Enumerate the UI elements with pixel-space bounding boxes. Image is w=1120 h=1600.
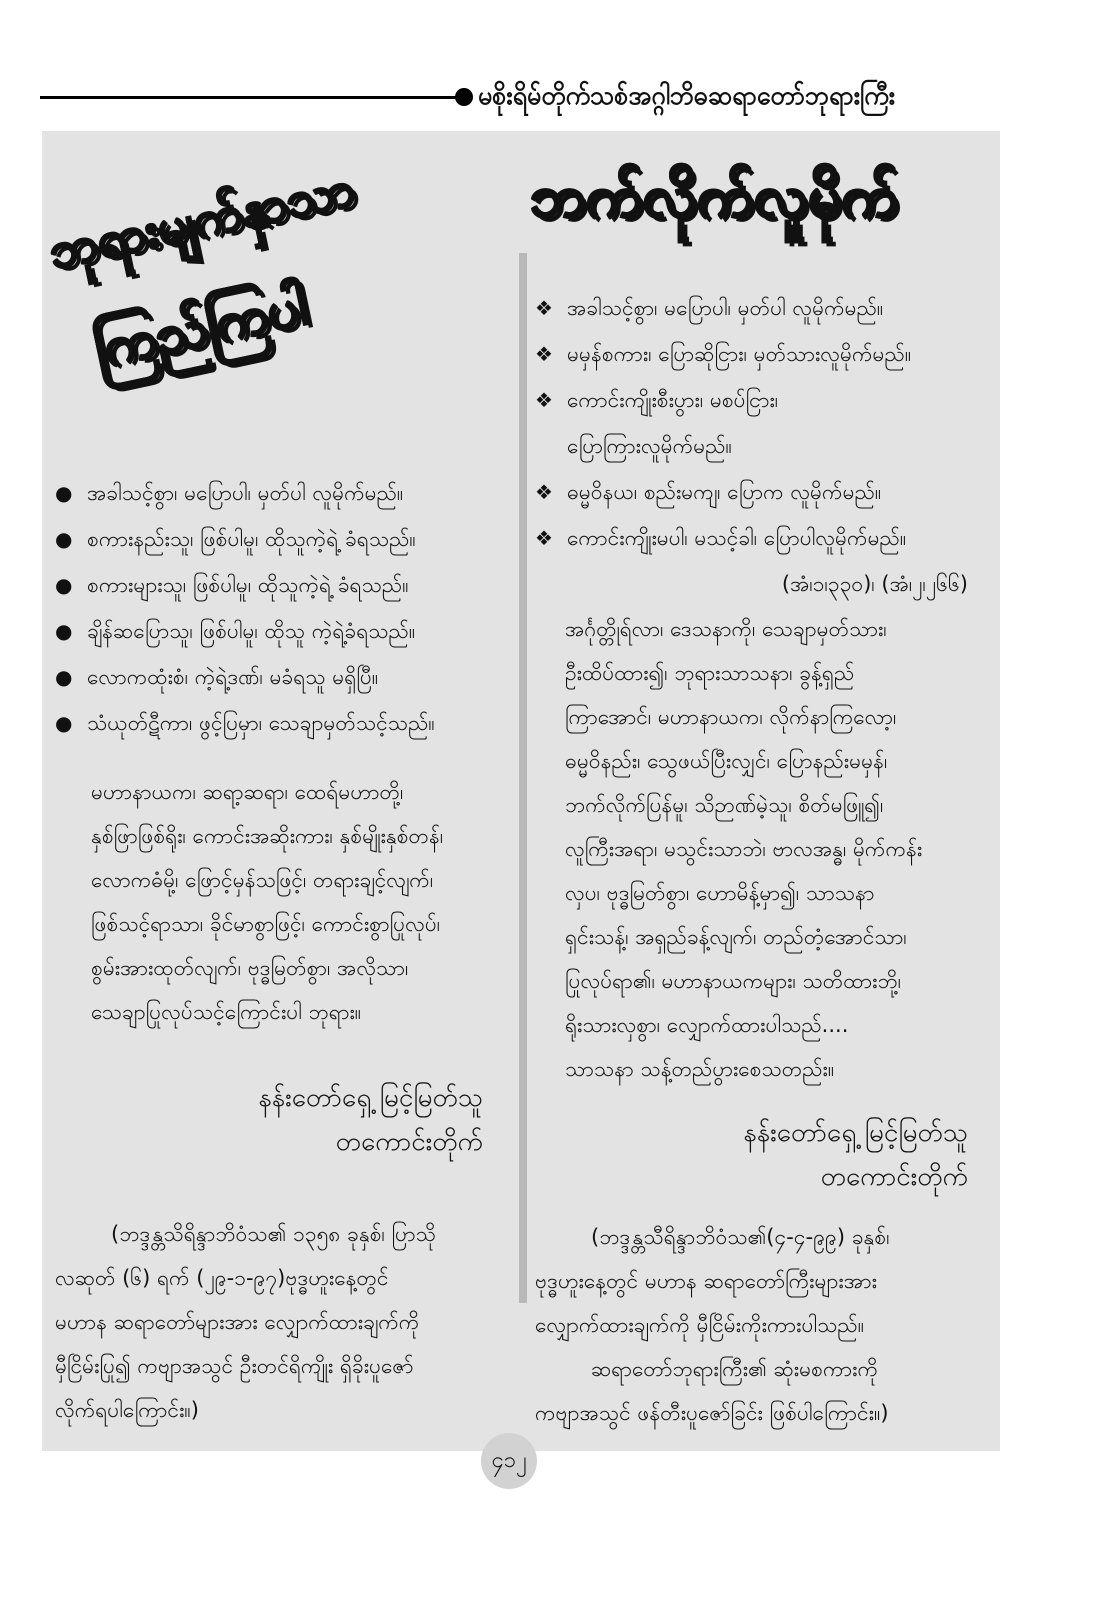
right-bullet-list [535,285,990,423]
paragraph-line: ပြုလုပ်ရာ၏၊ မဟာနာယကများ၊ သတိထားဘို့၊ [565,969,902,993]
right-footnote [535,1215,990,1435]
signature-line: နန်းတော်ရှေ့ မြင့်မြတ်သူ [743,1118,968,1148]
note-line: လိုက်ရပါကြောင်း။) [55,1398,199,1422]
signature-line: တကောင်းတိုက် [335,1127,483,1157]
running-header-title: မစိုးရိမ်တိုက်သစ်အဂ္ဂါဘိဓဆရာတော်ဘုရားကြီး [478,81,896,110]
paragraph-line: အင်္ဂုတ္တိုရ်လာ၊ ဒေသနာကို၊ သေချာမှတ်သား၊ [565,617,887,641]
right-decorative-title: ဘက်လိုက်လူမိုက် [530,162,898,230]
left-column [55,470,495,1432]
paragraph-line: လူကြီးအရာ၊ မသွင်းသာဘဲ၊ ဗာလအန္ဓ၊ မိုက်ကန်း [565,837,923,861]
list-item: ❖ မမှန်စကား၊ ပြောဆိုငြား၊ မှတ်သားလူမိုက်မည်။ [535,331,990,377]
scripture-reference: (အံ၊၁၊၃၃၀)၊ (အံ၊၂၊၂၆၆) [781,572,968,596]
list-item: ❖ အခါသင့်စွာ၊ မပြောပါ၊ မှတ်ပါ လူမိုက်မည်။ [535,285,990,331]
left-footnote [55,1212,495,1432]
paragraph-line: နှစ်ဖြာဖြစ်ရိုး၊ ကောင်းအဆိုးကား၊ နှစ်မျိုးနှစ်တန်၊ [91,824,444,848]
right-paragraph [535,607,990,1091]
list-item: ● သံယုတ်ဋီကာ၊ ဖွင့်ပြမှာ၊ သေချာမှတ်သင့်သည်။ [55,700,495,746]
right-column [535,285,990,1435]
note-line: မဟာန ဆရာတော်များအား လျှောက်ထားချက်ကို [55,1310,420,1334]
paragraph-line: ဘက်လိုက်ပြန်မူ၊ သိဉာဏ်မဲ့သူ၊ စိတ်မဖြူ၍၊ [565,793,884,817]
paragraph-line: ရိုးသားလှစွာ၊ လျှောက်ထားပါသည်.... [565,1013,849,1037]
bullet-continuation: ပြောကြားလူမိုက်မည်။ [567,434,732,458]
left-signature [55,1076,495,1164]
list-item: ❖ ဓမ္မဝိနယ၊ စည်းမကျ၊ ပြောက လူမိုက်မည်။ [535,469,990,515]
right-bullet-list-continued [535,469,990,561]
list-item: ● စကားနည်းသူ၊ ဖြစ်ပါမူ၊ ထိုသူကဲ့ရဲ့ ခံရသည်။ [55,516,495,562]
paragraph-line: ကြာအောင်၊ မဟာနာယက၊ လိုက်နာကြလော့၊ [565,705,897,729]
paragraph-line: ဦးထိပ်ထား၍၊ ဘုရားသာသနာ၊ ခွန့်ရှည် [565,661,855,685]
paragraph-line: ရှင်းသန့်၊ အရှည်ခန့်လျက်၊ တည်တံ့အောင်သာ၊ [565,925,907,949]
note-line: ဆရာတော်ဘုရားကြီး၏ ဆုံးမစကားကို [591,1357,879,1381]
list-item: ● အခါသင့်စွာ၊ မပြောပါ၊ မှတ်ပါ လူမိုက်မည်။ [55,470,495,516]
note-line: လျှောက်ထားချက်ကို မှီငြိမ်းကိုးကားပါသည်။ [535,1313,865,1337]
note-line: လဆုတ် (၆) ရက် (၂၉-၁-၉၇)ဗုဒ္ဓဟူးနေ့တွင် [55,1266,389,1290]
left-decorative-title-line2: ကြည်ကြပါ [88,273,313,381]
paragraph-line: သာသနာ သန့်တည်ပွားစေသတည်း။ [565,1057,835,1081]
note-line: (ဘဒ္ဒန္တသိရိန္ဒာဘိဝံသ၏ ၁၃၅၈ ခုနှစ်၊ ပြာသို [111,1222,436,1246]
paragraph-line: စွမ်းအားထုတ်လျက်၊ ဗုဒ္ဓမြတ်စွာ၊ အလိုသာ၊ [91,956,409,980]
header-bullet-dot [455,88,473,106]
note-line: ဗုဒ္ဓဟူးနေ့တွင် မဟာန ဆရာတော်ကြီးများအား [535,1269,878,1293]
paragraph-line: ဓမ္မဝိနည်း၊ သွေဖယ်ပြီးလျှင်၊ ပြောနည်းမမှန်၊ [565,749,888,773]
column-divider [519,253,527,1303]
paragraph-line: လောကဓံမို့၊ ဖြောင့်မှန်သဖြင့်၊ တရားချင့်လျက်၊ [91,868,434,892]
note-line: ကဗျာအသွင် ဖန်တီးပူဇော်ခြင်း ဖြစ်ပါကြောင်း။) [535,1401,889,1425]
list-item: ● ချိန်ဆပြောသူ၊ ဖြစ်ပါမူ၊ ထိုသူ ကဲ့ရဲ့ခံရသည်။ [55,608,495,654]
note-line: (ဘဒ္ဒန္တသီရိန္ဒာဘိဝံသ၏(၄-၄-၉၉) ခုနှစ်၊ [591,1225,890,1249]
list-item: ❖ ကောင်းကျိုးစီးပွား၊ မစပ်ငြား၊ [535,377,990,423]
list-item: ● စကားများသူ၊ ဖြစ်ပါမူ၊ ထိုသူကဲ့ရဲ့ ခံရသည်။ [55,562,495,608]
signature-line: နန်းတော်ရှေ့ မြင့်မြတ်သူ [258,1083,483,1113]
left-bullet-list [55,470,495,746]
list-item: ❖ ကောင်းကျိုးမပါ၊ မသင့်ခါ၊ ပြောပါလူမိုက်မည်။ [535,515,990,561]
paragraph-line: သေချာပြုလုပ်သင့်ကြောင်းပါ ဘုရား။ [91,1000,362,1024]
list-item: ● လောကထုံးစံ၊ ကဲ့ရဲ့ဒဏ်၊ မခံရသူ မရှိပြီ။ [55,654,495,700]
paragraph-line: ဖြစ်သင့်ရာသာ၊ ခိုင်မာစွာဖြင့်၊ ကောင်းစွာပြုလုပ်၊ [91,912,441,936]
paragraph-line: မဟာနာယက၊ ဆရာ့ဆရာ၊ ထေရ်မဟာတို့၊ [91,780,404,804]
right-signature [535,1111,990,1199]
note-line: မှီငြိမ်းပြု၍ ကဗျာအသွင် ဦးတင်ရိကျိုး ရှိခိုးပူဇော် [55,1354,414,1378]
paragraph-line: လှပ၊ ဗုဒ္ဓမြတ်စွာ၊ ဟောမိန့်မှာ၍၊ သာသနာ [565,881,875,905]
left-decorative-title-line1: ဘုရားမျက်နှာသာ [43,159,360,281]
header-rule [40,96,460,99]
left-paragraph [55,770,495,1034]
page-number: ၄၁၂ [481,1433,537,1489]
signature-line: တကောင်းတိုက် [820,1162,968,1192]
